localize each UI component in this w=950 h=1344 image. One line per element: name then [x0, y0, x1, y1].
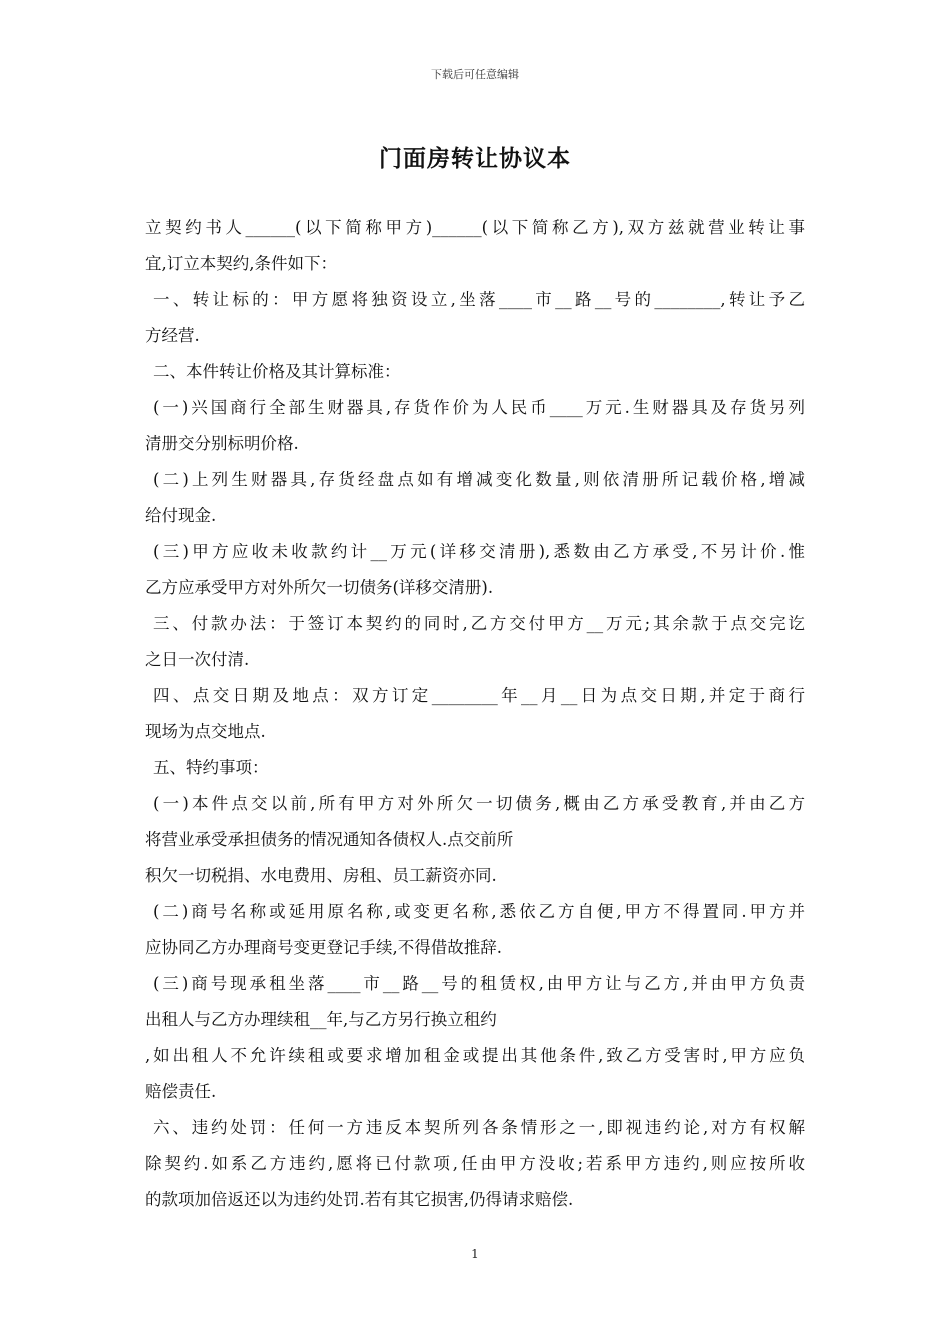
text-line: 方经营.: [145, 326, 200, 345]
text-line: 将营业承受承担债务的情况通知各债权人.点交前所: [145, 830, 514, 849]
text-line: (一)本件点交以前,所有甲方对外所欠一切债务,概由乙方承受教育,并由乙方: [153, 794, 805, 813]
text-line: 宜,订立本契约,条件如下：: [145, 254, 337, 273]
text-line: 积欠一切税捐、水电费用、房租、员工薪资亦同.: [145, 866, 497, 885]
text-line: 二、本件转让价格及其计算标准：: [153, 362, 401, 381]
text-line: 出租人与乙方办理续租__年,与乙方另行换立租约: [145, 1010, 497, 1029]
text-line: 立契约书人______(以下简称甲方)______(以下简称乙方),双方兹就营业转让事: [145, 218, 805, 237]
text-line: 清册交分别标明价格.: [145, 434, 299, 453]
text-line: 六、违约处罚：任何一方违反本契所列各条情形之一,即视违约论,对方有权解: [153, 1118, 805, 1137]
text-line: (三)商号现承租坐落____市__路__号的租赁权,由甲方让与乙方,并由甲方负责: [153, 974, 805, 993]
text-line: 五、特约事项：: [153, 758, 269, 777]
text-line: 一、转让标的：甲方愿将独资设立,坐落____市__路__号的________,转让予乙: [153, 290, 805, 309]
page-number: 1: [471, 1247, 479, 1261]
text-line: (三)甲方应收未收款约计__万元(详移交清册),悉数由乙方承受,不另计价.惟: [153, 542, 805, 561]
text-line: 除契约.如系乙方违约,愿将已付款项,任由甲方没收;若系甲方违约,则应按所收: [145, 1154, 805, 1173]
text-line: 之日一次付清.: [145, 650, 250, 669]
text-line: 赔偿责任.: [145, 1082, 217, 1101]
text-line: 三、付款办法：于签订本契约的同时,乙方交付甲方__万元;其余款于点交完讫: [153, 614, 805, 633]
text-line: ,如出租人不允许续租或要求增加租金或提出其他条件,致乙方受害时,甲方应负: [145, 1046, 805, 1065]
text-line: (二)上列生财器具,存货经盘点如有增减变化数量,则依清册所记载价格,增减: [153, 470, 805, 489]
text-line: 的款项加倍返还以为违约处罚.若有其它损害,仍得请求赔偿.: [145, 1190, 574, 1209]
document-body: [145, 210, 805, 1218]
text-line: (一)兴国商行全部生财器具,存货作价为人民币____万元.生财器具及存货另列: [153, 398, 805, 417]
text-line: 应协同乙方办理商号变更登记手续,不得借故推辞.: [145, 938, 502, 957]
header-note: 下载后可任意编辑: [431, 68, 519, 81]
text-line: 乙方应承受甲方对外所欠一切债务(详移交清册).: [145, 578, 494, 597]
text-line: 四、点交日期及地点：双方订定________年__月__日为点交日期,并定于商行: [153, 686, 805, 705]
text-line: 现场为点交地点.: [145, 722, 266, 741]
text-line: 给付现金.: [145, 506, 217, 525]
document-title: 门面房转让协议本: [379, 145, 571, 172]
text-line: (二)商号名称或延用原名称,或变更名称,悉依乙方自便,甲方不得置同.甲方并: [153, 902, 805, 921]
